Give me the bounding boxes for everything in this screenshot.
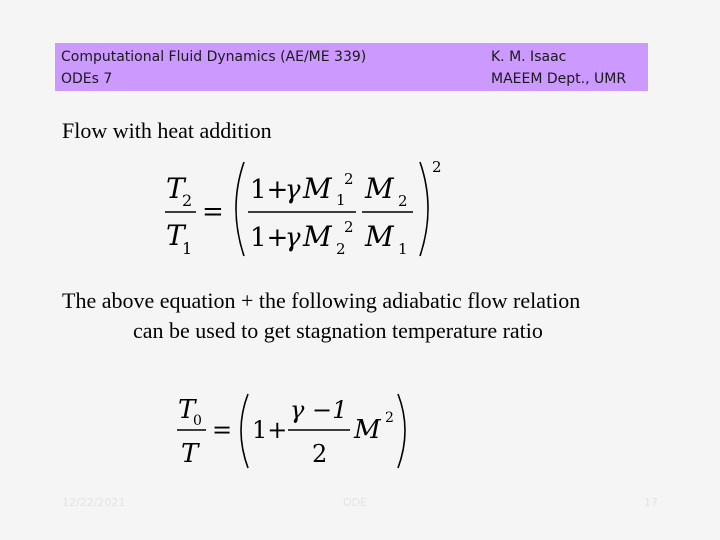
eq2-one-plus: 1+ [252,416,288,444]
eq1-lhs-den: T [166,219,185,252]
temperature-ratio-equation [160,150,450,265]
eq1-num-one-plus: 1+ [250,175,289,205]
eq2-equals: = [212,416,233,444]
department: MAEEM Dept., UMR [491,71,627,87]
eq2-lhs-num: T [178,395,196,425]
eq2-lhs-num-sub: 0 [193,413,202,429]
eq1-num-gamma: γ [285,175,301,205]
eq1-den-sq: 2 [344,218,354,236]
eq1-M2-sub: 2 [398,192,408,210]
eq1-num-sub: 1 [336,191,346,209]
slide-header [55,43,648,91]
footer-title: ODE [343,496,368,509]
slide-topic: ODEs 7 [61,71,113,87]
eq1-den-one-plus: 1+ [250,223,289,253]
eq1-lhs-num: T [166,172,185,205]
author-name: K. M. Isaac [491,49,567,65]
eq2-sq: 2 [385,410,394,426]
eq1-num-sq: 2 [344,170,354,188]
eq1-den-sub: 2 [336,240,346,258]
eq1-equals: = [202,197,224,227]
eq2-M: M [354,415,381,445]
page-number: 17 [644,496,658,509]
course-title: Computational Fluid Dynamics (AE/ME 339) [61,49,367,65]
eq1-num-M: M [303,172,332,205]
eq2-frac-num: γ −1 [290,396,348,424]
eq1-den-M: M [303,220,332,253]
eq1-M2: M [365,172,394,205]
body-line-2: can be used to get stagnation temperature ratio [133,318,543,343]
footer-date: 12/22/2021 [62,496,126,509]
body-paragraph [62,286,580,346]
eq1-lhs-num-sub: 2 [182,191,193,210]
eq1-outer-exp: 2 [432,158,442,176]
eq2-frac-den: 2 [312,440,328,468]
eq1-M1-sub: 1 [398,240,408,258]
eq1-den-gamma: γ [285,223,301,253]
body-line-1: The above equation + the following adiabatic flow relation [62,288,581,313]
eq1-M1: M [365,220,394,253]
stagnation-temperature-equation [172,388,417,473]
slide-heading: Flow with heat addition [62,118,272,143]
eq2-lhs-den: T [181,439,199,469]
eq1-lhs-den-sub: 1 [182,239,193,258]
